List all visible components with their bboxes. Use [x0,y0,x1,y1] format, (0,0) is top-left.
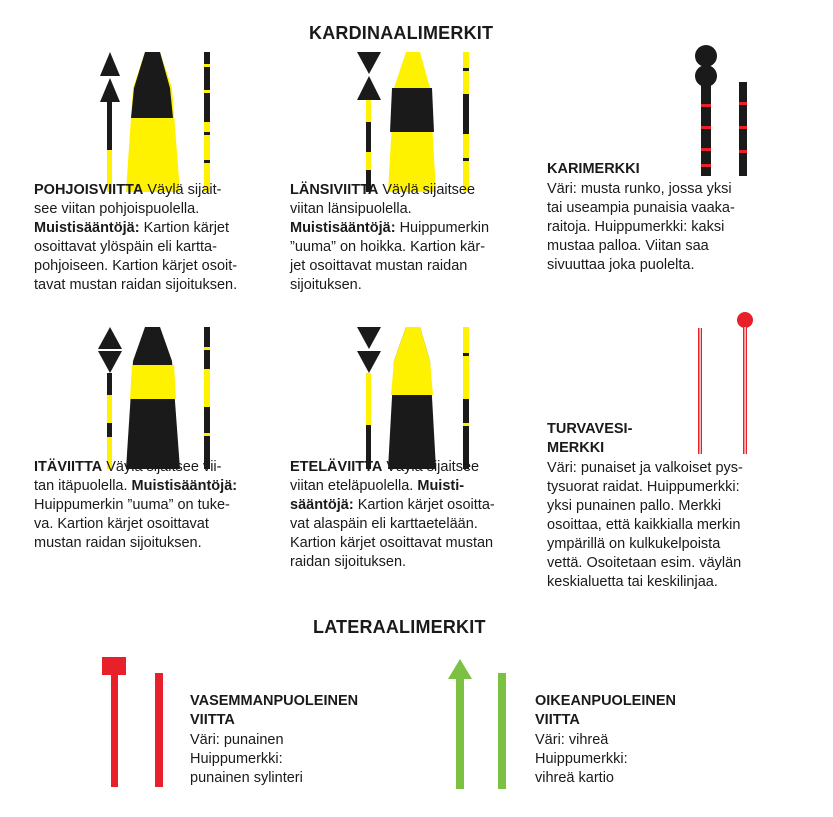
port-text: Väri: punainen Huippumerkki: punainen sylinteri [190,732,303,786]
port-title: VASEMMANPUOLEINEN VIITTA [190,693,359,728]
starboard-text: Väri: vihreä Huippumerkki: vihreä kartio [535,732,628,786]
west-mark-illustration [348,50,548,180]
lateral-title: LATERAALIMERKIT [313,617,486,637]
port-mark-illustration [100,655,190,795]
north-mark-illustration [90,50,290,180]
starboard-title: OIKEANPUOLEINEN VIITTA [535,693,676,728]
starboard-mark-illustration [446,657,536,797]
rock-mark-illustration [690,46,810,176]
south-mark-illustration [348,323,548,463]
safe-water-mark-illustration [693,310,773,450]
rock-title: KARIMERKKI [547,161,640,177]
cardinal-title: KARDINAALIMERKIT [309,23,494,43]
safe-water-title: TURVAVESI- MERKKI [547,421,633,456]
north-description: POHJOISVIITTA Väylä sijait- see viitan pohjoispuolella. Muistisääntöjä: Kartion kärjet osoittavat ylöspäin eli kartta- pohjoiseen. Kartion kärjet osoit- tavat mustan raidan sijoituksen. [34,182,238,293]
south-description: ETELÄVIITTA Väylä sijaitsee viitan eteläpuolella. Muisti- sääntöjä: Kartion kärjet osoitta- vat alaspäin eli karttaetelään. Kartion kärjet osoittavat mustan raidan sijoituksen. [290,459,495,570]
rock-text: Väri: musta runko, jossa yksi tai useampia punaisia vaaka- raitoja. Huippumerkki: kaksi mustaa palloa. Viitan saa sivuuttaa joka puolelta. [547,181,735,273]
safe-water-text: Väri: punaiset ja valkoiset pys- tysuorat raidat. Huippumerkki: yksi punainen pallo. Merkki osoittaa, että kaikkialla merkin ympärillä on kulkukelpoista vettä. Osoitetaan esim. väylän keskialuetta tai keskilinjaa. [547,460,743,590]
east-description: ITÄVIITTA Väylä sijaitsee vii- tan itäpuolella. Muistisääntöjä: Huippumerkin ”uuma” on tuke- va. Kartion kärjet osoittavat mustan raidan sijoituksen. [34,459,238,551]
east-mark-illustration [90,323,290,463]
west-description: LÄNSIVIITTA Väylä sijaitsee viitan länsipuolella. Muistisääntöjä: Huippumerkin ”uuma” on hoikka. Kartion kär- jet osoittavat mustan raidan sijoituksen. [290,182,490,293]
